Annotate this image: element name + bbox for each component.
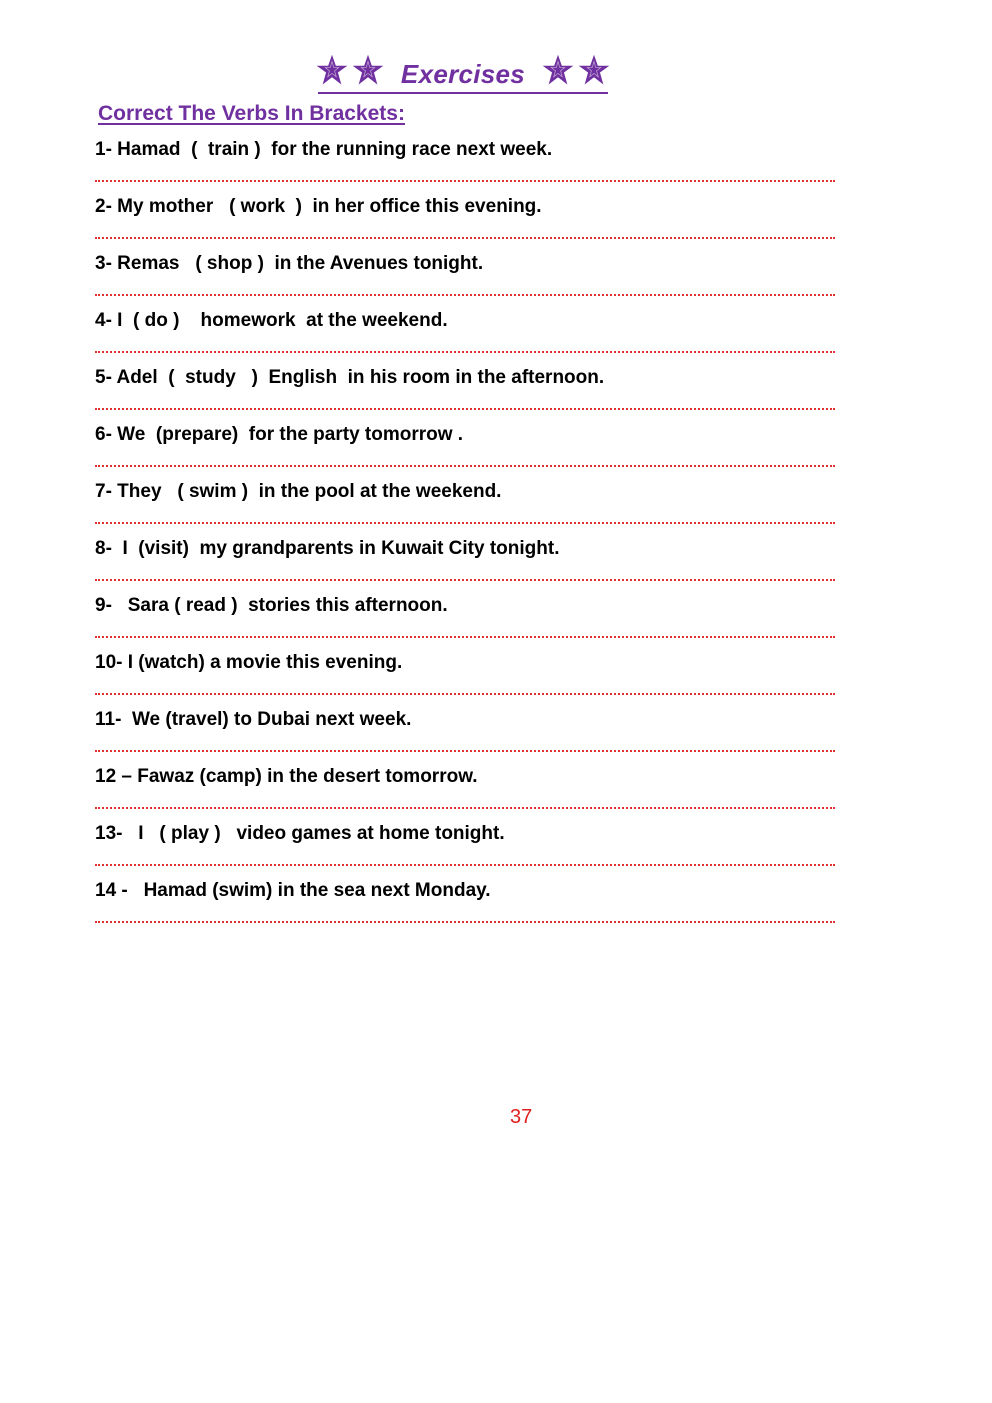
exercise-item [95, 194, 840, 251]
star-icon [315, 53, 349, 87]
answer-line[interactable] [95, 693, 835, 695]
exercise-item [95, 422, 840, 479]
exercise-sentence: 12 – Fawaz (camp) in the desert tomorrow. [95, 766, 478, 787]
exercise-sentence: 13- I ( play ) video games at home tonight. [95, 823, 505, 844]
answer-line[interactable] [95, 180, 835, 182]
exercise-item [95, 251, 840, 308]
answer-line[interactable] [95, 636, 835, 638]
instructions-heading: Correct The Verbs In Brackets: [98, 102, 405, 125]
star-icon [577, 53, 611, 87]
exercise-sentence: 9- Sara ( read ) stories this afternoon. [95, 595, 448, 616]
exercise-sentence: 14 - Hamad (swim) in the sea next Monday. [95, 880, 491, 901]
answer-line[interactable] [95, 750, 835, 752]
exercise-item [95, 707, 840, 764]
answer-line[interactable] [95, 807, 835, 809]
answer-line[interactable] [95, 408, 835, 410]
answer-line[interactable] [95, 864, 835, 866]
page-number: 37 [510, 1106, 533, 1128]
page-title: Exercises [400, 58, 526, 89]
answer-line[interactable] [95, 237, 835, 239]
exercise-sentence: 4- I ( do ) homework at the weekend. [95, 310, 448, 331]
exercise-item [95, 479, 840, 536]
exercise-item [95, 137, 840, 194]
exercise-sentence: 6- We (prepare) for the party tomorrow . [95, 424, 464, 445]
exercise-sentence: 5- Adel ( study ) English in his room in the afternoon. [95, 367, 605, 388]
exercise-item [95, 650, 840, 707]
exercise-item [95, 593, 840, 650]
exercise-list [95, 137, 840, 935]
exercise-sentence: 10- I (watch) a movie this evening. [95, 652, 403, 673]
exercise-item [95, 536, 840, 593]
exercise-sentence: 2- My mother ( work ) in her office this evening. [95, 196, 542, 217]
page-title-banner [318, 48, 608, 94]
answer-line[interactable] [95, 465, 835, 467]
answer-line[interactable] [95, 351, 835, 353]
answer-line[interactable] [95, 294, 835, 296]
exercise-item [95, 878, 840, 935]
answer-line[interactable] [95, 522, 835, 524]
exercise-item [95, 365, 840, 422]
exercise-item [95, 308, 840, 365]
exercise-sentence: 11- We (travel) to Dubai next week. [95, 709, 412, 730]
star-icon [351, 53, 385, 87]
exercise-sentence: 3- Remas ( shop ) in the Avenues tonight. [95, 253, 484, 274]
answer-line[interactable] [95, 921, 835, 923]
exercise-sentence: 1- Hamad ( train ) for the running race next week. [95, 139, 553, 160]
exercise-item [95, 764, 840, 821]
exercise-sentence: 7- They ( swim ) in the pool at the weekend. [95, 481, 502, 502]
exercise-item [95, 821, 840, 878]
left-stars [315, 53, 385, 87]
exercise-sentence: 8- I (visit) my grandparents in Kuwait City tonight. [95, 538, 560, 559]
answer-line[interactable] [95, 579, 835, 581]
star-icon [541, 53, 575, 87]
right-stars [541, 53, 611, 87]
